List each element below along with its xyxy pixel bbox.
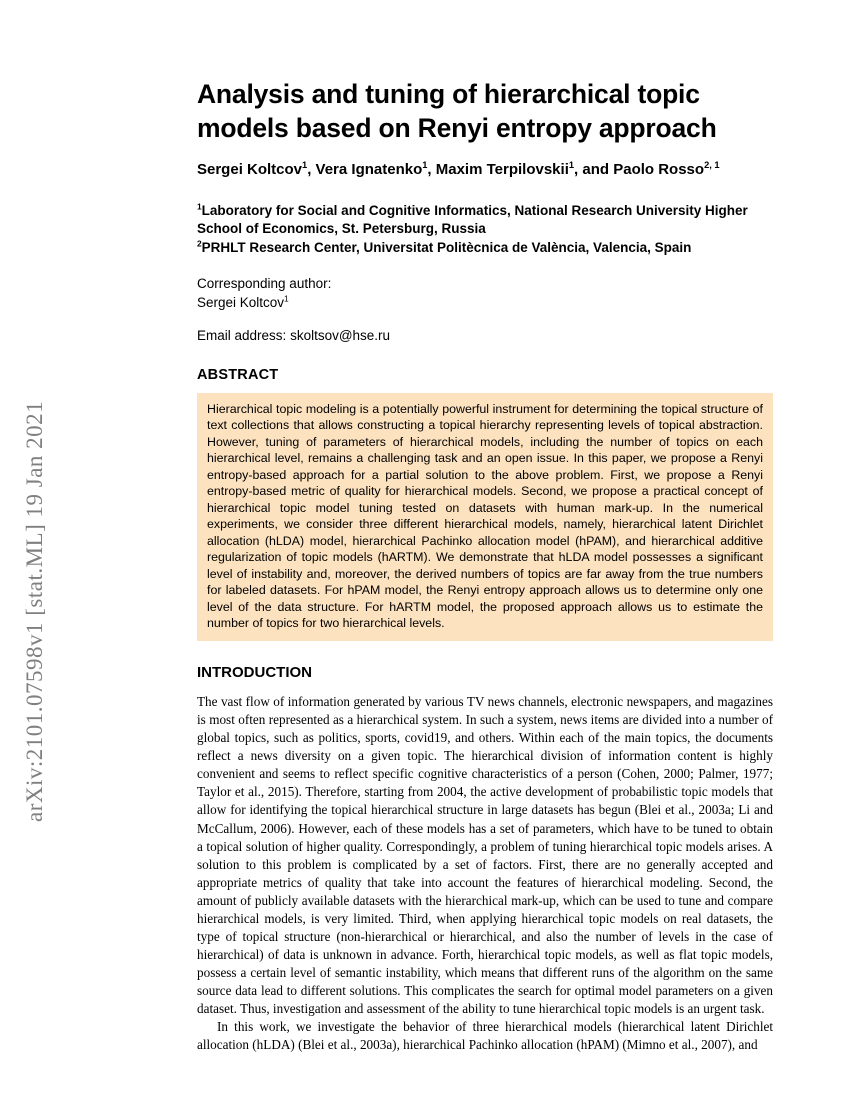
author: , Maxim Terpilovskii$^1$: [427, 160, 575, 179]
corresponding-author-label: Corresponding author:: [197, 276, 332, 292]
introduction-paragraph: The vast flow of information generated by various TV news channels, electronic newspapers, and magazines is most often represented as a hierarchical system. In such a system, news items are divided into a number of global topics, such as politics, sports, covid19, and others. Within each of the main topics, the documents reflect a news diversity on a given topic. The hierarchical division of information content is highly convenient and seems to reflect specific cognitive characteristics of a person (Cohen, 2000; Palmer, 1977; Taylor et al., 2015). Therefore, starting from 2004, the active development of probabilistic topic models that allow for identifying the topical hierarchical structure in large datasets has begun (Blei et al., 2003a; Li and McCallum, 2006). However, each of these models has a set of parameters, which have to be tuned to obtain a topical solution of higher quality. Correspondingly, a problem of tuning hierarchical topic models arises. A solution to this problem is complicated by a set of factors. First, there are no generally accepted and appropriate metrics of quality that take into account the features of hierarchical modeling. Second, the amount of publicly available datasets with the hierarchical mark-up, which can be used to tune and compare hierarchical models, is very limited. Third, when applying hierarchical topic models on real datasets, the type of topical structure (non-hierarchical or hierarchical, and also the number of levels in the case of hierarchical) of data is unknown in advance. Forth, hierarchical topic models, as well as flat topic models, possess a certain level of semantic instability, which means that different runs of the algorithm on the same source data lead to different solutions. This complicates the search for optimal model parameters on a given dataset. Thus, investigation and assessment of the ability to tune hierarchical topic models is an urgent task.: [197, 693, 773, 1017]
affiliation-entry: $^1$Laboratory for Social and Cognitive Informatics, National Research University Higher School of Economics, St. Petersburg, Russia: [197, 201, 748, 237]
paper-content: [197, 78, 773, 1055]
author-line: [197, 160, 773, 180]
corresponding-author-block: [197, 275, 773, 313]
corresponding-author-name: Sergei Koltcov$^1$: [197, 293, 289, 311]
affiliation-marker: 2: [197, 238, 202, 249]
affiliation-entry: $^2$PRHLT Research Center, Universitat Politècnica de València, Valencia, Spain: [197, 238, 692, 256]
abstract-text: Hierarchical topic modeling is a potentially powerful instrument for determining the topical structure of text collections that allows constructing a topical hierarchy representing levels of topical abstraction. However, tuning of parameters of hierarchical models, including the number of topics on each hierarchical level, remains a challenging task and an open issue. In this paper, we propose a Renyi entropy-based approach for a partial solution to the above problem. First, we propose a Renyi entropy-based metric of quality for hierarchical models. Second, we propose a practical concept of hierarchical topic model tuning tested on datasets with human mark-up. In the numerical experiments, we consider three different hierarchical models, namely, hierarchical latent Dirichlet allocation (hLDA) model, hierarchical Pachinko allocation model (hPAM), and hierarchical additive regularization of topic models (hARTM). We demonstrate that hLDA model possesses a significant level of instability and, moreover, the derived numbers of topics are far away from the true numbers for labeled datasets. For hPAM model, the Renyi entropy approach allows us to determine only one level of the data structure. For hARTM model, the proposed approach allows us to estimate the number of topics for two hierarchical levels.: [197, 393, 773, 641]
author-affiliation-marker: 1: [422, 160, 428, 171]
arxiv-sidebar-stamp: arXiv:2101.07598v1 [stat.ML] 19 Jan 2021: [22, 400, 47, 822]
author: , Vera Ignatenko$^1$: [307, 160, 428, 179]
corresponding-affiliation-marker: 1: [284, 293, 289, 304]
author-affiliation-marker: 1: [302, 160, 308, 171]
affiliations-block: [197, 202, 773, 259]
affiliation-marker: 1: [197, 201, 202, 212]
author-affiliation-marker: 2, 1: [704, 160, 720, 171]
introduction-heading: INTRODUCTION: [197, 663, 312, 681]
introduction-paragraph: In this work, we investigate the behavior of three hierarchical models (hierarchical latent Dirichlet allocation (hLDA) (Blei et al., 2003a), hierarchical Pachinko allocation (hPAM) (Mimno et al., 2007), and: [197, 1019, 773, 1053]
email-address: skoltsov@hse.ru: [290, 327, 391, 343]
author: Sergei Koltcov$^1$: [197, 160, 308, 179]
email-line: [197, 328, 773, 343]
email-label: Email address:: [197, 327, 287, 343]
author: , and Paolo Rosso$^{2, 1}$: [574, 160, 720, 179]
author-affiliation-marker: 1: [568, 160, 575, 171]
paper-title: Analysis and tuning of hierarchical topic models based on Renyi entropy approach: [197, 79, 717, 143]
abstract-heading: ABSTRACT: [197, 366, 279, 383]
introduction-body: [197, 693, 773, 1055]
